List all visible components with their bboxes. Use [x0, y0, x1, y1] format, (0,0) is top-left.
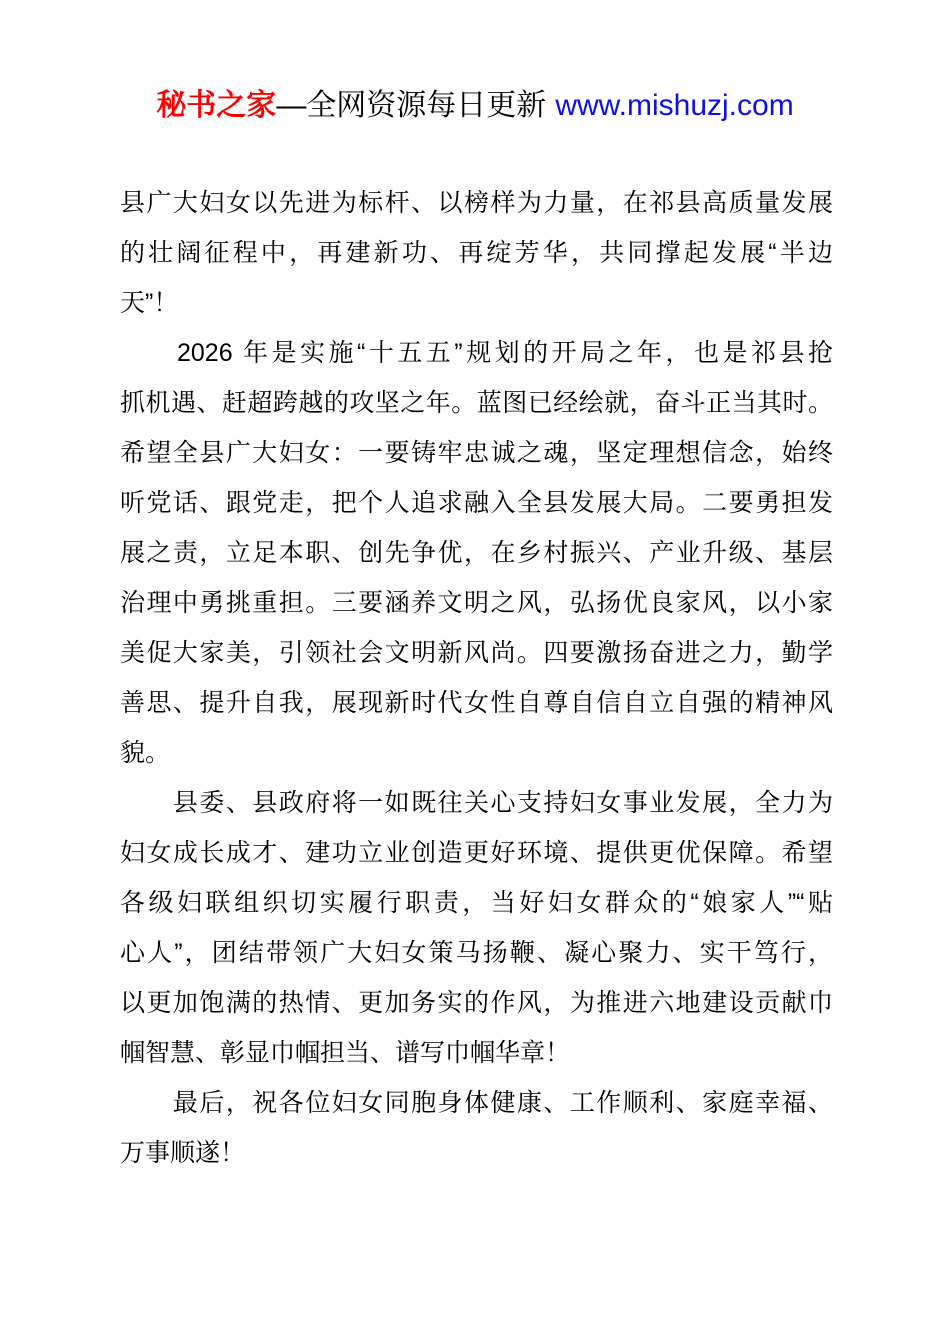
site-url-link[interactable]: www.mishuzj.com	[555, 89, 794, 122]
text-line: 妇女成长成才、建功立业创造更好环境、提供更优保障。希望	[120, 839, 833, 867]
text-line: 帼智慧、彰显巾帼担当、谱写巾帼华章！	[120, 1039, 571, 1067]
paragraph	[120, 1078, 833, 1178]
header-separator: —	[276, 89, 307, 122]
site-name: 秘书之家	[156, 89, 277, 122]
text-line: 展之责，立足本职、创先争优，在乡村振兴、产业升级、基层	[120, 539, 833, 567]
text-line: 的壮阔征程中，再建新功、再绽芳华，共同撑起发展“半边	[120, 239, 833, 267]
text-line: 心人”，团结带领广大妇女策马扬鞭、凝心聚力、实干笃行，	[120, 939, 833, 967]
header-tagline: 全网资源每日更新	[306, 89, 547, 122]
text-line: 善思、提升自我，展现新时代女性自尊自信自立自强的精神风	[120, 689, 833, 717]
text-line: 万事顺遂！	[120, 1139, 246, 1167]
document-body	[120, 178, 833, 1178]
text-line: 县广大妇女以先进为标杆、以榜样为力量，在祁县高质量发展	[120, 189, 833, 217]
text-line: 抓机遇、赶超跨越的攻坚之年。蓝图已经绘就，奋斗正当其时。	[120, 389, 833, 417]
text-line: 听党话、跟党走，把个人追求融入全县发展大局。二要勇担发	[120, 489, 833, 517]
site-header	[0, 0, 950, 124]
paragraph	[120, 178, 833, 328]
text-line: 以更加饱满的热情、更加务实的作风，为推进六地建设贡献巾	[120, 989, 833, 1017]
text-line: 希望全县广大妇女：一要铸牢忠诚之魂，坚定理想信念，始终	[120, 439, 833, 467]
paragraph	[120, 778, 833, 1078]
text-line: 各级妇联组织切实履行职责，当好妇女群众的“娘家人”“贴	[120, 889, 833, 917]
text-line: 天”！	[120, 289, 179, 317]
text-line: 治理中勇挑重担。三要涵养文明之风，弘扬优良家风，以小家	[120, 589, 833, 617]
paragraph	[120, 328, 833, 778]
text-line: 2026 年是实施“十五五”规划的开局之年，也是祁县抢	[120, 339, 833, 367]
text-line: 最后，祝各位妇女同胞身体健康、工作顺利、家庭幸福、	[120, 1089, 833, 1117]
text-line: 美促大家美，引领社会文明新风尚。四要激扬奋进之力，勤学	[120, 639, 833, 667]
text-line: 县委、县政府将一如既往关心支持妇女事业发展，全力为	[120, 789, 833, 817]
text-line: 貌。	[120, 739, 171, 767]
